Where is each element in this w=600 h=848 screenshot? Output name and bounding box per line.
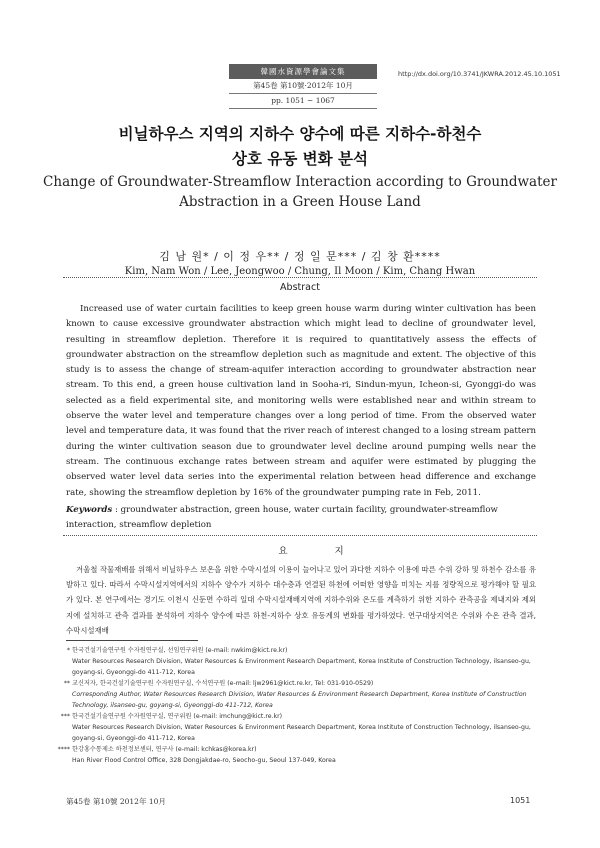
title-english-line-1: Change of Groundwater-Streamflow Interaction according to Groundwater xyxy=(43,174,557,190)
footnote-rule xyxy=(66,640,198,641)
keywords-label: Keywords xyxy=(66,505,113,515)
footnote-4: **** 한강홍수통제소 하천정보센터, 연구사 (e-mail: kchkas@korea.kr) Han River Flood Control Office, 328 Dongjakdae-ro, Seocho-gu, Seoul 137-049, Korea xyxy=(57,746,336,764)
title-korean-line-2: 상호 유동 변화 분석 xyxy=(232,150,368,168)
abstract-text: Increased use of water curtain facilities to keep green house warm during winter cultivation has been known to cause excessive groundwater abstraction which might lead to decline of groundwater level, resulting in streamflow depletion. Therefore it is required to quantitatively assess the effects of groundwater abstraction on the streamflow depletion such as magnitude and extent. The objective of this study is to assess the change of stream-aquifer interaction according to groundwater abstraction near stream. To this end, a green house cultivation land in Sooha-ri, Sindun-myun, Icheon-si, Gyonggi-do was selected as a field experimental site, and monitoring wells were established near and within stream to observe the water level and temperature changes over a long period of time. From the observed water level and temperature data, it was found that the river reach of interest changed to a losing stream pattern during the winter cultivation season due to groundwater level decline around pumping wells near the stream. The continuous exchange rates between stream and aquifer were estimated by plugging the observed water level data series into the experimental relation between head difference and exchange rate, showing the streamflow depletion by 16% of the groundwater pumping rate in Feb, 2011. xyxy=(66,304,536,498)
korean-summary-heading: 요 지 xyxy=(278,546,366,557)
footnote-3: *** 한국건설기술연구원 수자원연구실, 연구위원 (e-mail: imchung@kict.re.kr) Water Resources Research Division, Water Resources & Environment Research Department, Korea Institute of Construction Technology, ilsanseo-gu, goyang-si, Gyeonggi-do 411-712, Korea xyxy=(60,713,531,742)
divider-top xyxy=(63,277,537,278)
journal-pages: pp. 1051 ~ 1067 xyxy=(229,94,377,109)
footnote-2: ** 교신저자, 한국건설기술연구원 수자원연구실, 수석연구원 (e-mail: ljw2961@kict.re.kr, Tel: 031-910-0529) Corresponding Author, Water Resources Research Division, Water Resources & Environment Research Department, Korea Institute of Construction Technology, ilsanseo-gu, goyang-si, Gyeonggi-do 411-712, Korea xyxy=(63,680,527,709)
authors-korean: 김 남 원* / 이 정 우** / 정 일 문*** / 김 창 환**** xyxy=(159,250,441,263)
journal-volume: 第45卷 第10號·2012年 10月 xyxy=(229,79,377,94)
authors-english: Kim, Nam Won / Lee, Jeongwoo / Chung, Il Moon / Kim, Chang Hwan xyxy=(124,266,476,277)
doi-link[interactable]: http://dx.doi.org/10.3741/JKWRA.2012.45.10.1051 xyxy=(398,70,561,78)
divider-middle xyxy=(63,535,537,536)
abstract-heading: Abstract xyxy=(280,282,320,293)
footnote-1: * 한국건설기술연구원 수자원연구실, 선임연구위원 (e-mail: nwkim@kict.re.kr) Water Resources Research Division, Water Resources & Environment Research Department, Korea Institute of Construction Technology, ilsanseo-gu, goyang-si, Gyeonggi-do 411-712, Korea xyxy=(66,647,531,676)
journal-header-box xyxy=(229,64,377,109)
korean-summary-text: 겨울철 작물재배를 위해서 비닐하우스 보온을 위한 수막시설의 이용이 늘어나고 있어 과다한 지하수 이용에 따른 수위 강하 및 하천수 감소를 유발하고 있다. 따라서 수막시설지역에서의 지하수 양수가 지하수 대수층과 연결된 하천에 어떠한 영향을 미치는 지를 정량적으로 평가해야 할 필요가 있다. 본 연구에서는 경기도 이천시 신둔면 수하리 일대 수막시설재배지역에 지하수위와 온도를 계측하기 위한 지하수 관측공을 제내지와 제외지에 설치하고 관측 결과를 분석하여 지하수 양수에 따른 하천-지하수 상호 유동계의 변화를 평가하였다. 연구대상지역은 수위와 수온 관측 결과, 수막시설재배 xyxy=(66,565,536,635)
title-korean-line-1: 비닐하우스 지역의 지하수 양수에 따른 지하수-하천수 xyxy=(118,125,482,143)
journal-name: 韓國水資源學會論文集 xyxy=(229,64,377,79)
footnotes xyxy=(57,645,542,766)
keywords xyxy=(66,503,536,533)
footer-issue: 第45卷 第10號 2012年 10月 xyxy=(66,797,166,806)
page-number: 1051 xyxy=(510,796,531,805)
title-english-line-2: Abstraction in a Green House Land xyxy=(179,194,421,210)
keywords-text: : groundwater abstraction, green house, water curtain facility, groundwater-streamflow interaction, streamflow depletion xyxy=(66,505,498,530)
